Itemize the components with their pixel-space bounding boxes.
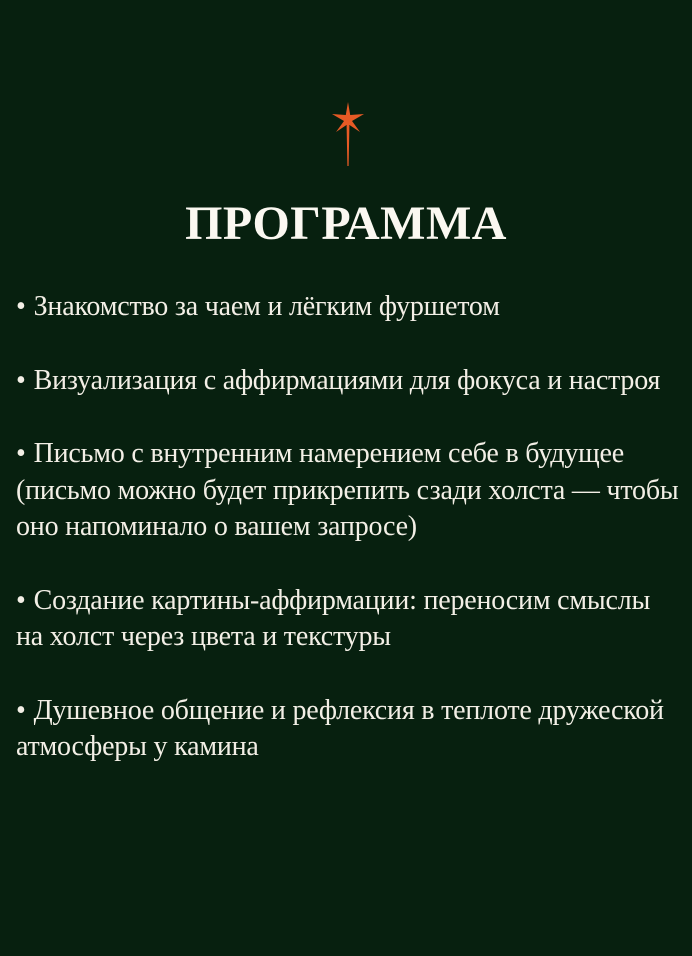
- list-item: [16, 436, 682, 546]
- bullet: •: [16, 584, 26, 616]
- bullet: •: [16, 291, 26, 322]
- list-item: [16, 363, 682, 400]
- page-title: ПРОГРАММА: [185, 197, 507, 250]
- list-item-text: Визуализация с аффирмациями для фокуса и настроя: [33, 364, 661, 396]
- bullet: •: [16, 364, 26, 396]
- star-icon: [326, 100, 370, 170]
- bullet: •: [16, 438, 26, 469]
- list-item-text: Душевное общение и рефлексия в теплоте дружеской атмосферы у камина: [16, 694, 664, 762]
- list-item: [16, 289, 682, 326]
- bullet: •: [16, 694, 26, 726]
- list-item-text: Письмо с внутренним намерением себе в будущее (письмо можно будет прикрепить сзади холста — чтобы оно напоминало о вашем запросе): [16, 438, 679, 542]
- program-list: [16, 289, 682, 766]
- list-item-text: Знакомство за чаем и лёгким фуршетом: [33, 291, 500, 322]
- list-item: [16, 583, 682, 656]
- list-item-text: Создание картины-аффирмации: переносим смыслы на холст через цвета и текстуры: [16, 584, 651, 652]
- list-item: [16, 693, 682, 766]
